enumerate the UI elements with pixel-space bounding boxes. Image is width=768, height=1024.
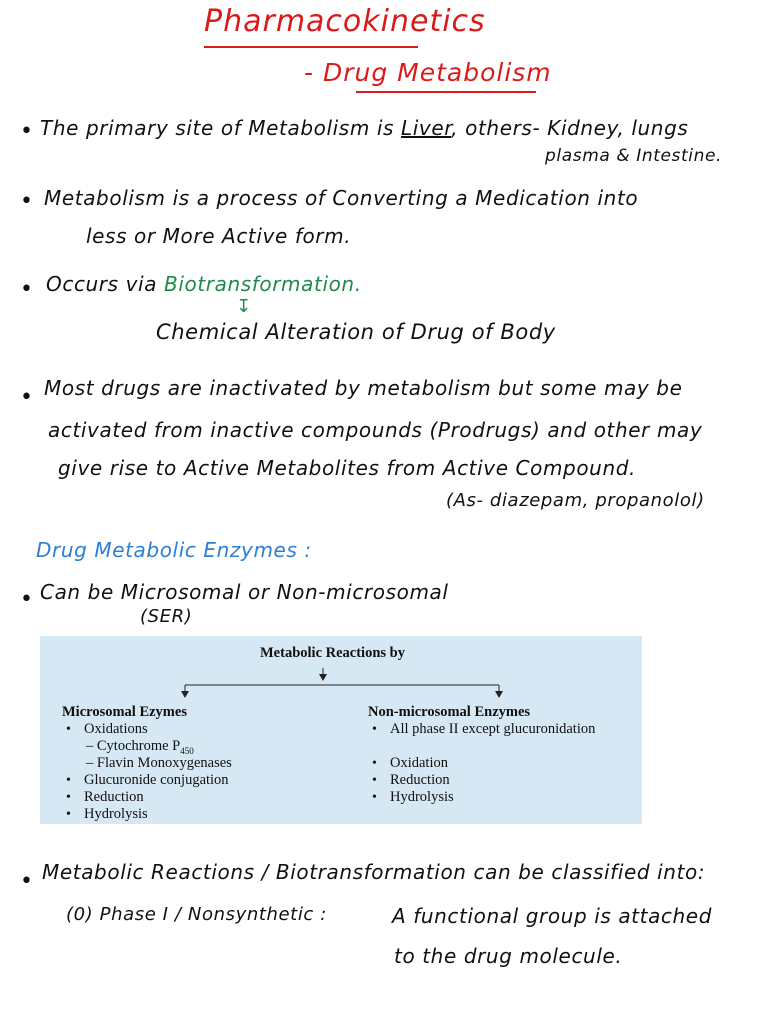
- bullet-dot: •: [20, 119, 33, 144]
- left-item-reduction: Reduction: [84, 789, 144, 805]
- biotransformation-definition: Chemical Alteration of Drug of Body: [156, 320, 556, 344]
- bullet-1-main: The primary site of Metabolism is: [40, 116, 401, 140]
- microsomal-heading: Microsomal Ezymes: [62, 704, 187, 720]
- right-item-phase-ii: All phase II except glucuronidation: [390, 721, 596, 737]
- non-microsomal-heading: Non-microsomal Enzymes: [368, 704, 531, 720]
- title-underline: [204, 46, 418, 48]
- bullet-dot: •: [20, 869, 33, 894]
- left-item-glucuronide: Glucuronide conjugation: [84, 772, 229, 788]
- bullet-dot: •: [20, 385, 33, 410]
- biotransformation-term: Biotransformation: [164, 272, 355, 296]
- bullet-4-line-3: give rise to Active Metabolites from Active Compound.: [58, 456, 636, 480]
- right-item-oxidation: Oxidation: [390, 755, 448, 771]
- enzymes-line: Can be Microsomal or Non-microsomal: [40, 580, 449, 604]
- phase-one-desc-line-2: to the drug molecule.: [394, 944, 623, 968]
- bullet-dot: •: [66, 807, 71, 822]
- bullet-4-line-4: (As- diazepam, propanolol): [446, 490, 705, 511]
- bullet-1-text: [40, 116, 688, 140]
- page-title: Pharmacokinetics: [204, 4, 486, 39]
- enzymes-heading: Drug Metabolic Enzymes :: [36, 538, 312, 562]
- bullet-2-line-2: less or More Active form.: [86, 224, 352, 248]
- bullet-dot: •: [372, 773, 377, 788]
- cytochrome-item: – Cytochrome $P_{450}$: [86, 738, 194, 756]
- ser-note: (SER): [140, 606, 193, 627]
- left-item-hydrolysis: Hydrolysis: [84, 806, 148, 822]
- down-arrow-icon: ↧: [236, 296, 252, 317]
- bullet-dot: •: [20, 277, 33, 302]
- bullet-4-line-1: Most drugs are inactivated by metabolism but some may be: [44, 376, 683, 400]
- bullet-1-rest: , others- Kidney, lungs: [451, 116, 689, 140]
- bullet-dot: •: [20, 587, 33, 612]
- bullet-3-prefix: Occurs via: [46, 272, 165, 296]
- bullet-dot: •: [66, 773, 71, 788]
- phase-one-desc-line-1: A functional group is attached: [392, 904, 712, 928]
- classification-line: Metabolic Reactions / Biotransformation can be classified into:: [42, 860, 706, 884]
- bullet-dot: •: [372, 790, 377, 805]
- metabolic-reactions-diagram: [40, 636, 642, 824]
- subtitle-underline: [356, 91, 536, 93]
- phase-one-label: (0) Phase I / Nonsynthetic :: [66, 904, 327, 925]
- flavin-item: – Flavin Monoxygenases: [86, 755, 232, 771]
- diagram-arrows: [40, 636, 642, 706]
- right-item-hydrolysis: Hydrolysis: [390, 789, 454, 805]
- bullet-1-continuation: plasma & Intestine.: [545, 146, 723, 166]
- left-item-oxidations: Oxidations: [84, 721, 148, 737]
- bullet-3-suffix: .: [354, 272, 362, 296]
- right-item-reduction: Reduction: [390, 772, 450, 788]
- bullet-dot: •: [372, 722, 377, 737]
- liver-term: Liver: [401, 116, 452, 140]
- page-subtitle: - Drug Metabolism: [304, 58, 552, 87]
- bullet-dot: •: [66, 722, 71, 737]
- bullet-dot: •: [20, 189, 33, 214]
- bullet-4-line-2: activated from inactive compounds (Prodrugs) and other may: [48, 418, 703, 442]
- bullet-3-text: [46, 272, 362, 296]
- bullet-dot: •: [66, 790, 71, 805]
- bullet-2-line-1: Metabolism is a process of Converting a Medication into: [44, 186, 639, 210]
- bullet-dot: •: [372, 756, 377, 771]
- diagram-title: Metabolic Reactions by: [260, 645, 405, 661]
